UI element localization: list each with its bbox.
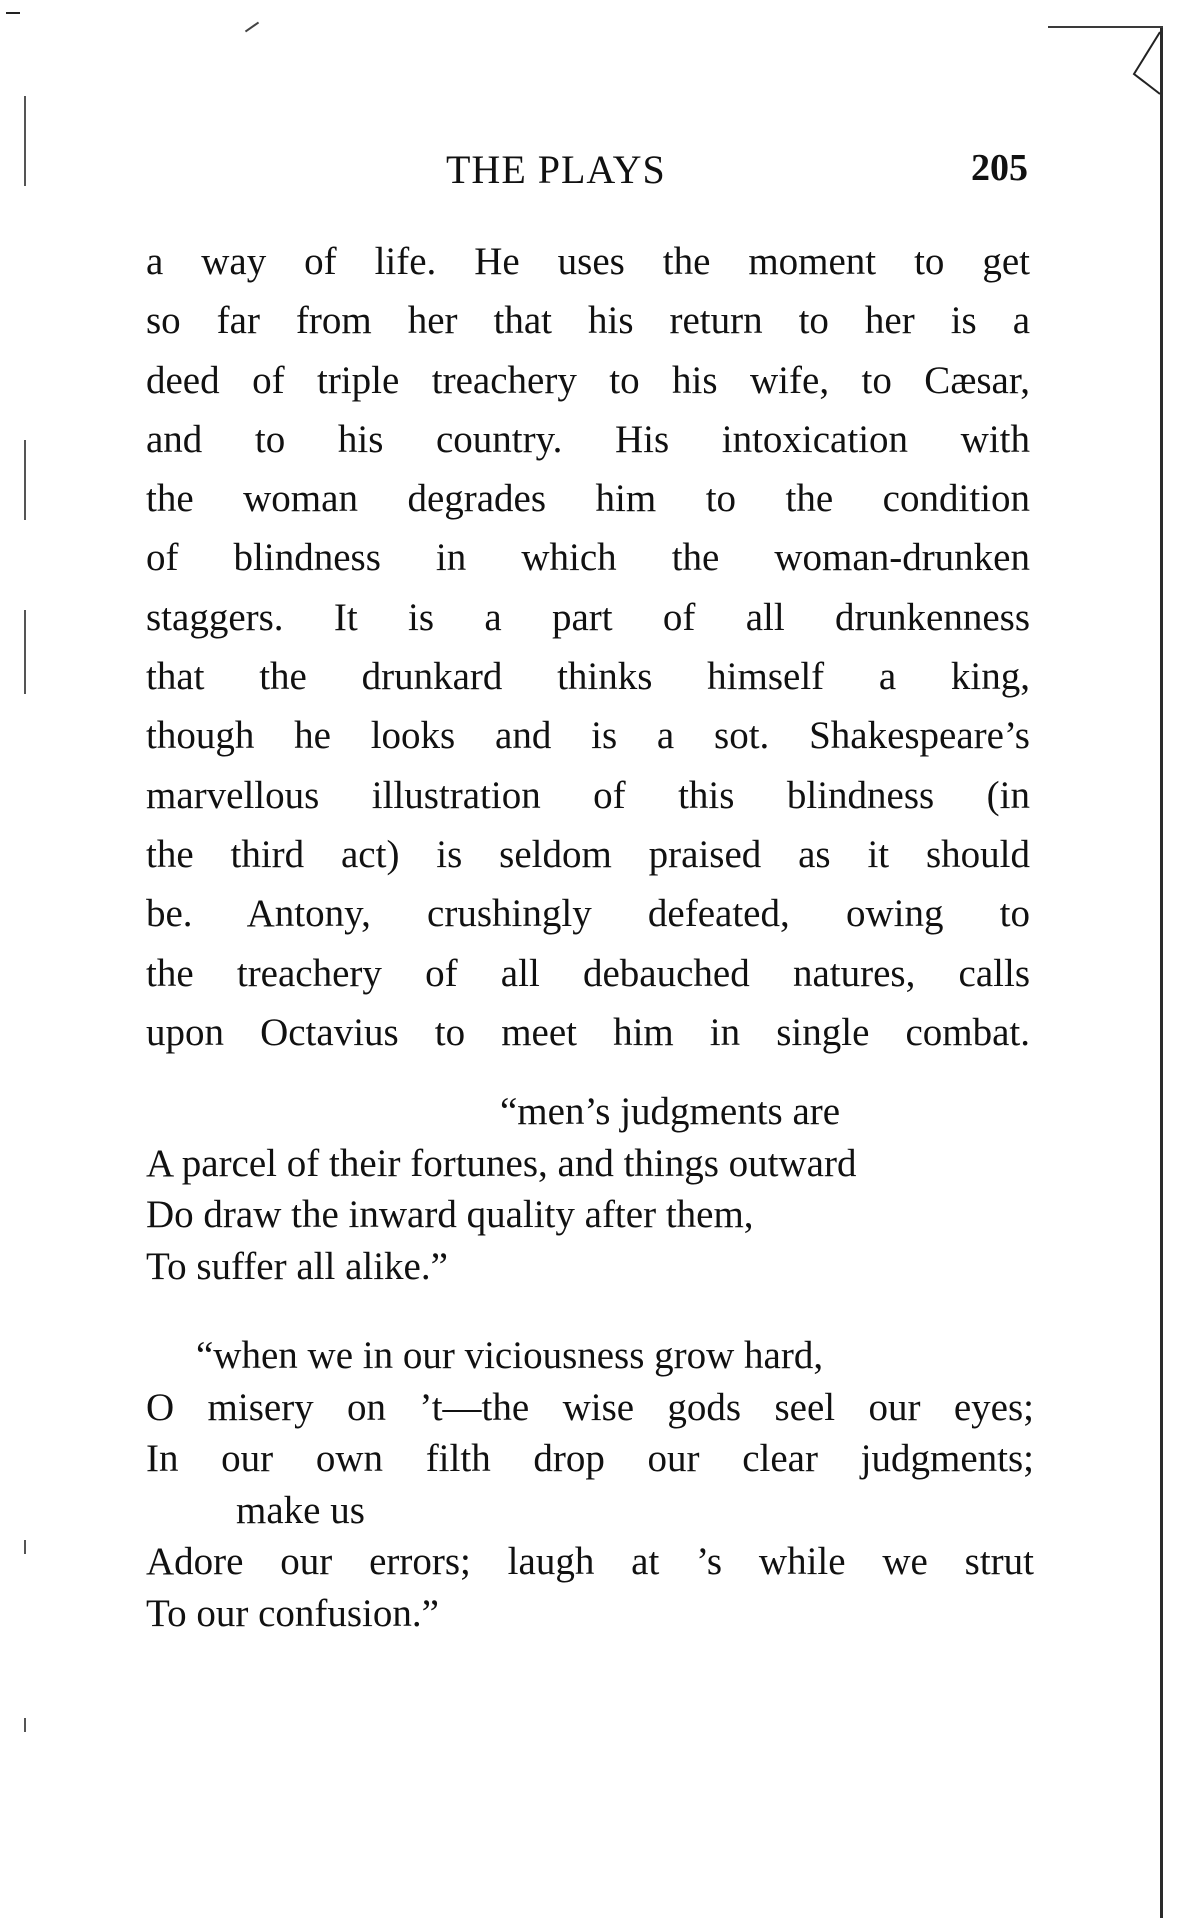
body-paragraph (146, 232, 1030, 1062)
verse-line: make us (236, 1488, 365, 1532)
verse-line: A parcel of their fortunes, and things outward (146, 1141, 857, 1185)
text-line: be. Antony, crushingly defeated, owing to (146, 892, 1030, 936)
verse-line: To suffer all alike.” (146, 1244, 448, 1288)
text-line: of blindness in which the woman-drunken (146, 536, 1030, 580)
text-line: upon Octavius to meet him in single combat. (146, 1010, 1030, 1054)
verse-line: In our own filth drop our clear judgments; (146, 1437, 1034, 1480)
text-line: a way of life. He uses the moment to get (146, 240, 1030, 283)
text-line: deed of triple treachery to his wife, to Cæsar, (146, 358, 1030, 402)
verse-line: Adore our errors; laugh at ’s while we strut (146, 1540, 1034, 1583)
page-number: 205 (971, 147, 1028, 189)
scan-mark (6, 12, 20, 14)
page-header (146, 146, 1028, 194)
corner-fold-mark (1128, 30, 1162, 96)
page-edge (1048, 26, 1163, 28)
text-line: so far from her that his return to her is a (146, 299, 1030, 343)
text-line: and to his country. His intoxication with (146, 417, 1030, 461)
verse-line: Do draw the inward quality after them, (146, 1193, 754, 1236)
text-line: staggers. It is a part of all drunkenness (146, 595, 1030, 639)
verse-line: O misery on ’t—the wise gods seel our eyes; (146, 1385, 1034, 1429)
verse-quotation-2 (146, 1330, 1034, 1639)
scan-mark (245, 22, 259, 33)
verse-line: “men’s judgments are (500, 1090, 841, 1133)
text-line: the third act) is seldom praised as it should (146, 832, 1030, 876)
text-line: that the drunkard thinks himself a king, (146, 655, 1030, 699)
verse-line: “when we in our viciousness grow hard, (196, 1334, 824, 1377)
scan-mark (24, 610, 26, 694)
text-line: though he looks and is a sot. Shakespeare’s (146, 714, 1030, 758)
verse-line: To our confusion.” (146, 1591, 439, 1635)
scan-mark (24, 96, 26, 186)
running-head: THE PLAYS (446, 147, 666, 192)
scan-mark (24, 1718, 26, 1732)
verse-quotation-1 (146, 1086, 1030, 1292)
text-line: the woman degrades him to the condition (146, 477, 1030, 521)
text-line: the treachery of all debauched natures, calls (146, 951, 1030, 995)
scan-mark (24, 1540, 26, 1554)
scan-mark (24, 440, 26, 520)
text-line: marvellous illustration of this blindness (in (146, 773, 1030, 817)
page-edge (1160, 28, 1163, 1918)
